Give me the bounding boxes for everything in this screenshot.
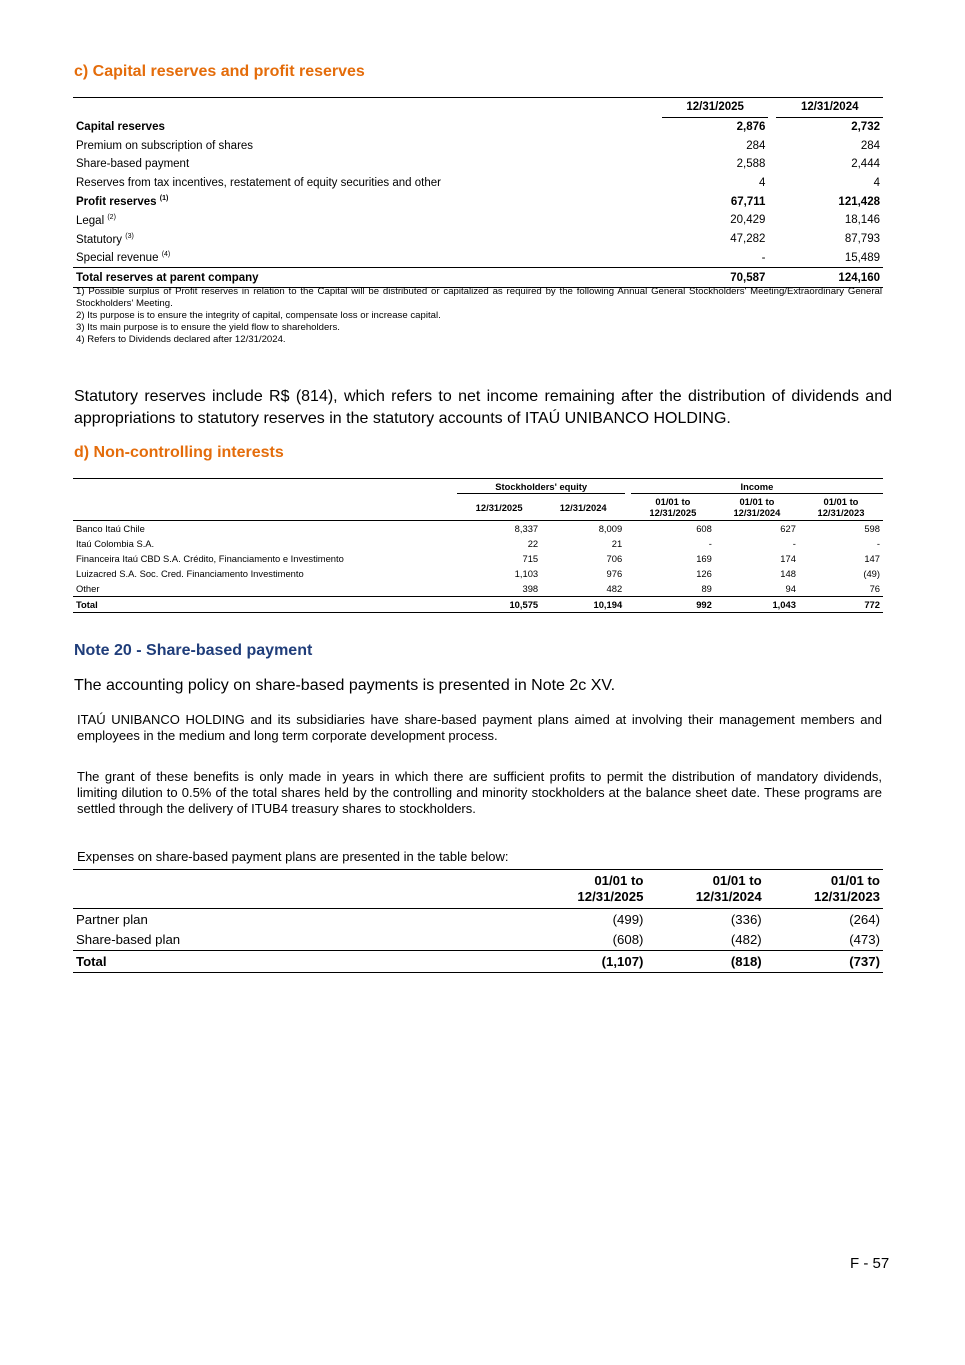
row-label: Total reserves at parent company — [73, 268, 662, 288]
column-header: 01/01 to 12/31/2024 — [646, 870, 764, 909]
table-row — [73, 521, 883, 537]
note-20-title: Note 20 - Share-based payment — [74, 642, 313, 659]
cell-value: 87,793 — [844, 233, 880, 246]
footnote: 3) Its main purpose is to ensure the yield flow to shareholders. — [76, 322, 340, 333]
table-row — [73, 551, 883, 566]
cell-value: - — [876, 538, 880, 549]
cell-value: 772 — [799, 597, 883, 613]
cell-value: - — [761, 251, 766, 264]
share-based-payment-table — [73, 869, 883, 973]
cell-value: 1,043 — [715, 597, 799, 613]
cell-value: 18,146 — [844, 214, 880, 227]
total-row — [73, 268, 883, 288]
cell-value: 169 — [696, 553, 712, 564]
cell-value: 15,489 — [844, 251, 880, 264]
table-row — [73, 117, 883, 136]
table-row — [73, 249, 883, 268]
row-label: Special revenue $^{(4)}$ — [76, 251, 171, 265]
column-header: 01/01 to 12/31/2024 — [715, 494, 799, 521]
row-label: Banco Itaú Chile — [76, 523, 145, 534]
cell-value: 126 — [696, 568, 712, 579]
capital-footnotes — [76, 286, 882, 346]
cell-value: 706 — [606, 553, 623, 564]
cell-value: 8,337 — [514, 523, 539, 534]
cell-value: 482 — [606, 583, 623, 594]
cell-value: 2,876 — [736, 121, 766, 134]
cell-value: 992 — [631, 597, 715, 613]
cell-value: (482) — [730, 932, 762, 948]
cell-value: 124,160 — [776, 268, 883, 288]
footnote: 1) Possible surplus of Profit reserves in relation to the Capital will be distributed or capitalized as required by the following Annual General Stockholders' Meeting/Extraordinary General Stockholders' Meeting. — [76, 286, 882, 309]
non-controlling-table — [73, 478, 883, 613]
cell-value: 627 — [780, 523, 796, 534]
row-label: Premium on subscription of shares — [76, 139, 254, 152]
group-header-equity: Stockholders' equity — [457, 479, 625, 494]
row-label: Profit reserves $^{(1)}$ — [76, 195, 169, 209]
cell-value: 67,711 — [730, 195, 766, 208]
cell-value: 2,732 — [851, 121, 880, 134]
cell-value: 598 — [864, 523, 880, 534]
footnote: 4) Refers to Dividends declared after 12/31/2024. — [76, 334, 286, 345]
cell-value: 284 — [860, 139, 880, 152]
cell-value: 284 — [746, 139, 766, 152]
note-20-paragraph-1: ITAÚ UNIBANCO HOLDING and its subsidiaries have share-based payment plans aimed at involving their management members and employees in the medium and long term corporate development process. — [77, 712, 882, 743]
cell-value: (49) — [863, 568, 880, 579]
total-row — [73, 597, 883, 613]
cell-value: 2,444 — [851, 158, 880, 171]
cell-value: 8,009 — [598, 523, 623, 534]
capital-reserves-table — [73, 97, 883, 288]
cell-value: 21 — [611, 538, 623, 549]
cell-value: (737) — [765, 951, 883, 973]
note-20-policy: The accounting policy on share-based payments is presented in Note 2c XV. — [74, 677, 616, 694]
cell-value: - — [792, 538, 796, 549]
column-header: 01/01 to 12/31/2023 — [799, 494, 883, 521]
cell-value: 89 — [701, 583, 712, 594]
note-20-table-intro: Expenses on share-based payment plans are presented in the table below: — [77, 849, 509, 864]
cell-value: 10,194 — [541, 597, 625, 613]
table-row — [73, 211, 883, 230]
page-number: F - 57 — [850, 1255, 890, 1272]
section-title-non-controlling: d) Non-controlling interests — [74, 444, 284, 461]
row-label: Luizacred S.A. Soc. Cred. Financiamento Investimento — [76, 568, 304, 579]
row-label: Reserves from tax incentives, restatement of equity securities and other — [76, 177, 441, 190]
cell-value: 121,428 — [838, 195, 880, 208]
row-label: Share-based plan — [76, 932, 181, 948]
cell-value: 608 — [696, 523, 712, 534]
table-row — [73, 566, 883, 581]
column-header: 01/01 to 12/31/2025 — [631, 494, 715, 521]
cell-value: 147 — [864, 553, 880, 564]
column-header: 01/01 to 12/31/2023 — [765, 870, 883, 909]
cell-value: (264) — [849, 911, 880, 927]
row-label: Share-based payment — [76, 158, 190, 171]
column-header: 12/31/2025 — [457, 494, 541, 521]
table-row — [73, 930, 883, 951]
cell-value: 715 — [522, 553, 539, 564]
group-header-income: Income — [631, 479, 883, 494]
note-20-paragraph-2: The grant of these benefits is only made in years in which there are sufficient profits to permit the distribution of mandatory dividends, limiting dilution to 0.5% of the total shares held by the controlling and minority stockholders at the balance sheet date. These programs are settled through the delivery of ITUB4 treasury shares to stockholders. — [77, 769, 882, 816]
table-row — [73, 174, 883, 193]
cell-value: 22 — [527, 538, 539, 549]
table-row — [73, 536, 883, 551]
column-header: 12/31/2024 — [541, 494, 625, 521]
row-label: Capital reserves — [76, 120, 165, 133]
row-label: Itaú Colombia S.A. — [76, 538, 155, 549]
cell-value: (608) — [612, 932, 644, 948]
cell-value: 1,103 — [514, 568, 539, 579]
footnote: 2) Its purpose is to ensure the integrity of capital, compensate loss or increase capital. — [76, 310, 441, 321]
cell-value: 70,587 — [662, 268, 769, 288]
row-label: Partner plan — [76, 911, 148, 927]
cell-value: (818) — [646, 951, 764, 973]
cell-value: 976 — [606, 568, 623, 579]
row-label: Statutory $^{(3)}$ — [76, 232, 134, 246]
total-row — [73, 951, 883, 973]
column-header: 12/31/2024 — [776, 98, 883, 118]
cell-value: 398 — [522, 583, 539, 594]
cell-value: 4 — [873, 177, 880, 190]
row-label: Other — [76, 583, 100, 594]
table-row — [73, 192, 883, 211]
statutory-paragraph: Statutory reserves include R$ (814), which refers to net income remaining after the distribution of dividends and appropriations to statutory reserves in the statutory accounts of ITAÚ UNIBANCO HOLDING. — [74, 388, 892, 427]
column-header: 01/01 to 12/31/2025 — [526, 870, 646, 909]
table-row — [73, 155, 883, 174]
cell-value: (1,107) — [526, 951, 646, 973]
cell-value: 94 — [785, 583, 796, 594]
cell-value: 148 — [780, 568, 796, 579]
cell-value: - — [708, 538, 712, 549]
table-row — [73, 230, 883, 249]
row-label: Legal $^{(2)}$ — [76, 213, 116, 227]
column-header: 12/31/2025 — [662, 98, 769, 118]
cell-value: (473) — [849, 932, 880, 948]
cell-value: 10,575 — [457, 597, 541, 613]
cell-value: 47,282 — [730, 233, 766, 246]
cell-value: (336) — [730, 911, 762, 927]
cell-value: 76 — [869, 583, 880, 594]
row-label: Total — [73, 597, 457, 613]
section-title-capital-reserves: c) Capital reserves and profit reserves — [74, 63, 365, 80]
table-row — [73, 136, 883, 155]
cell-value: 2,588 — [736, 158, 766, 171]
cell-value: (499) — [612, 911, 644, 927]
row-label: Financeira Itaú CBD S.A. Crédito, Financiamento e Investimento — [76, 553, 344, 564]
table-row — [73, 581, 883, 597]
row-label: Total — [73, 951, 526, 973]
cell-value: 4 — [759, 177, 766, 190]
cell-value: 20,429 — [730, 214, 766, 227]
cell-value: 174 — [780, 553, 796, 564]
table-row — [73, 909, 883, 930]
